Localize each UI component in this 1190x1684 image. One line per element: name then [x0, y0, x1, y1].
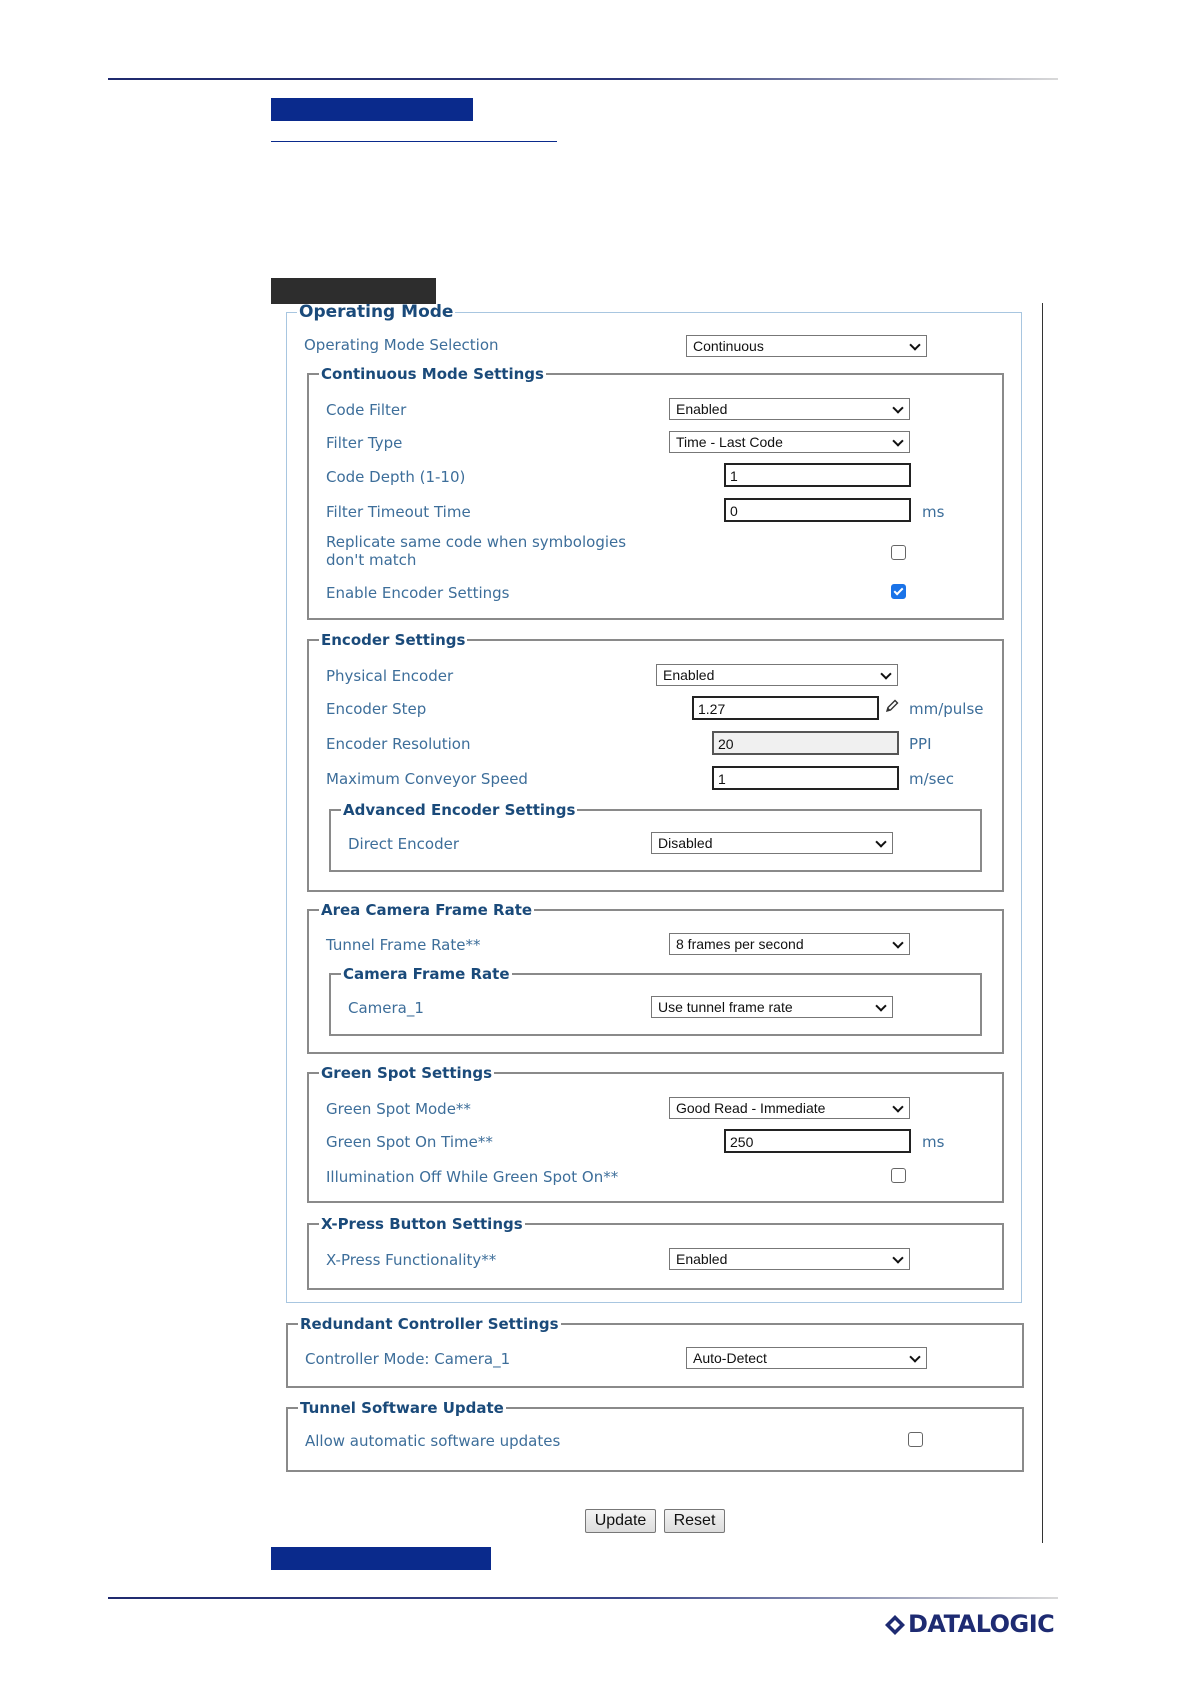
tunnel-frame-rate-label: Tunnel Frame Rate**: [326, 936, 481, 954]
footer-rule: [108, 1597, 1058, 1599]
datalogic-logo-icon: [884, 1614, 906, 1636]
replicate-code-checkbox[interactable]: [891, 545, 906, 560]
camera1-frame-rate-select[interactable]: [651, 996, 893, 1018]
encoder-resolution-input: 20: [712, 731, 899, 755]
operating-mode-select[interactable]: [686, 335, 927, 357]
camera1-label: Camera_1: [348, 999, 424, 1017]
xpress-functionality-label: X-Press Functionality**: [326, 1251, 497, 1269]
auto-update-label: Allow automatic software updates: [305, 1432, 561, 1450]
physical-encoder-label: Physical Encoder: [326, 667, 454, 685]
section-header-block: [271, 98, 473, 121]
checkmark-icon: [894, 586, 904, 596]
replicate-code-label: Replicate same code when symbologies don't match: [326, 533, 627, 569]
controller-mode-label: Controller Mode: Camera_1: [305, 1350, 511, 1368]
green-spot-title: Green Spot Settings: [321, 1064, 492, 1082]
enable-encoder-label: Enable Encoder Settings: [326, 584, 510, 602]
green-spot-mode-select[interactable]: [669, 1097, 910, 1119]
filter-type-value: Time - Last Code: [676, 434, 783, 450]
code-depth-label: Code Depth (1-10): [326, 468, 466, 486]
chevron-down-icon: [875, 1000, 886, 1011]
footer-link-block: [271, 1547, 491, 1570]
screenshot-border-line: [1042, 303, 1043, 1543]
filter-timeout-label: Filter Timeout Time: [326, 503, 471, 521]
green-spot-on-time-unit: ms: [922, 1133, 945, 1151]
encoder-resolution-label: Encoder Resolution: [326, 735, 471, 753]
camera-frame-rate-title: Camera Frame Rate: [343, 965, 510, 983]
code-filter-value: Enabled: [676, 401, 728, 417]
tunnel-frame-rate-select[interactable]: [669, 933, 910, 955]
datalogic-logo-text: DATALOGIC: [908, 1610, 1055, 1638]
physical-encoder-value: Enabled: [663, 667, 715, 683]
filter-type-label: Filter Type: [326, 434, 403, 452]
operating-mode-select-value: Continuous: [693, 338, 764, 354]
operating-mode-title: Operating Mode: [299, 302, 454, 322]
enable-encoder-checkbox[interactable]: [891, 584, 906, 599]
code-filter-label: Code Filter: [326, 401, 407, 419]
redundant-controller-title: Redundant Controller Settings: [300, 1315, 559, 1333]
filter-timeout-unit: ms: [922, 503, 945, 521]
camera1-frame-rate-value: Use tunnel frame rate: [658, 999, 793, 1015]
controller-mode-select[interactable]: [686, 1347, 927, 1369]
frame-rate-title: Area Camera Frame Rate: [321, 901, 533, 919]
physical-encoder-select[interactable]: [656, 664, 898, 686]
xpress-functionality-select[interactable]: [669, 1248, 910, 1270]
encoder-step-input[interactable]: 1.27: [692, 696, 879, 720]
chevron-down-icon: [892, 1252, 903, 1263]
encoder-resolution-unit: PPI: [909, 735, 932, 753]
section-header-underline: [271, 141, 557, 142]
encoder-step-unit: mm/pulse: [909, 700, 984, 718]
chevron-down-icon: [892, 937, 903, 948]
green-spot-on-time-input[interactable]: 250: [724, 1129, 911, 1153]
chevron-down-icon: [892, 1101, 903, 1112]
chevron-down-icon: [892, 402, 903, 413]
green-spot-mode-value: Good Read - Immediate: [676, 1100, 826, 1116]
chevron-down-icon: [892, 435, 903, 446]
filter-type-select[interactable]: [669, 431, 910, 453]
update-button[interactable]: Update: [585, 1509, 656, 1533]
illumination-off-label: Illumination Off While Green Spot On**: [326, 1168, 619, 1186]
operating-mode-selection-label: Operating Mode Selection: [304, 336, 499, 354]
pencil-edit-icon[interactable]: [884, 698, 900, 714]
code-depth-input[interactable]: 1: [724, 463, 911, 487]
figure-caption-block: [271, 278, 436, 304]
reset-button[interactable]: Reset: [664, 1509, 725, 1533]
chevron-down-icon: [909, 339, 920, 350]
software-update-title: Tunnel Software Update: [300, 1399, 504, 1417]
xpress-functionality-value: Enabled: [676, 1251, 728, 1267]
tunnel-frame-rate-value: 8 frames per second: [676, 936, 804, 952]
direct-encoder-select[interactable]: [651, 832, 893, 854]
chevron-down-icon: [875, 836, 886, 847]
auto-update-checkbox[interactable]: [908, 1432, 923, 1447]
chevron-down-icon: [880, 668, 891, 679]
continuous-mode-title: Continuous Mode Settings: [321, 365, 544, 383]
controller-mode-value: Auto-Detect: [693, 1350, 767, 1366]
green-spot-on-time-label: Green Spot On Time**: [326, 1133, 493, 1151]
filter-timeout-input[interactable]: 0: [724, 498, 911, 522]
illumination-off-checkbox[interactable]: [891, 1168, 906, 1183]
max-conveyor-speed-unit: m/sec: [909, 770, 954, 788]
direct-encoder-value: Disabled: [658, 835, 713, 851]
green-spot-mode-label: Green Spot Mode**: [326, 1100, 471, 1118]
chevron-down-icon: [909, 1351, 920, 1362]
xpress-title: X-Press Button Settings: [321, 1215, 523, 1233]
encoder-step-label: Encoder Step: [326, 700, 427, 718]
encoder-settings-title: Encoder Settings: [321, 631, 466, 649]
direct-encoder-label: Direct Encoder: [348, 835, 460, 853]
max-conveyor-speed-input[interactable]: 1: [712, 766, 899, 790]
code-filter-select[interactable]: [669, 398, 910, 420]
max-conveyor-speed-label: Maximum Conveyor Speed: [326, 770, 528, 788]
advanced-encoder-title: Advanced Encoder Settings: [343, 801, 576, 819]
header-rule: [108, 78, 1058, 80]
